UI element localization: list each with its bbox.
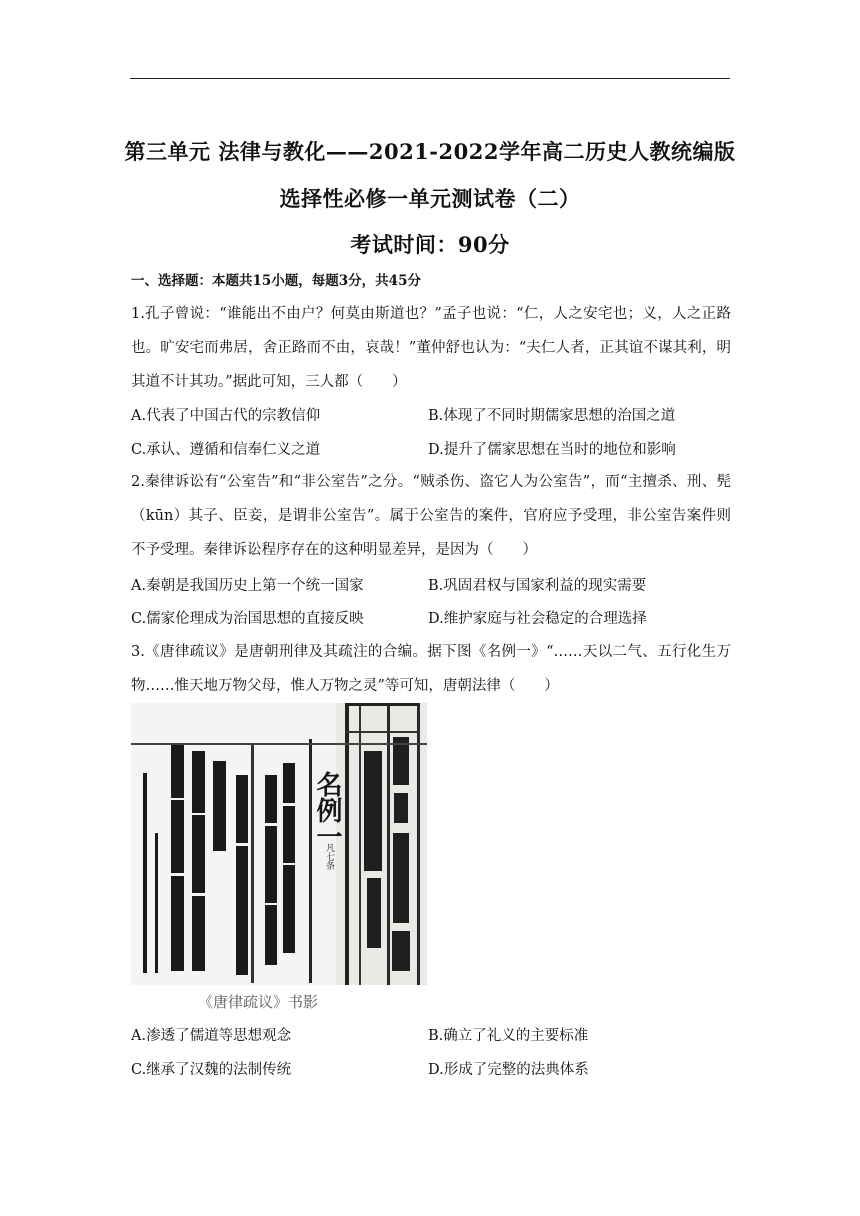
section-heading: 一、选择题：本题共15小题，每题3分，共45分 [131,273,421,289]
page-subtitle: 选择性必修一单元测试卷（二） [279,186,581,211]
q3-option-d: D.形成了完整的法典体系 [428,1062,589,1078]
page-title: 第三单元 法律与教化——2021-2022学年高二历史人教统编版 [124,139,736,164]
question-1-stem: 1.孔子曾说：“谁能出不由户？何莫由斯道也？”孟子也说：“仁，人之安宅也；义，人之正路也。旷安宅而弗居，舍正路而不由，哀哉！”董仲舒也认为：“夫仁人者，正其谊不谋其利，明其道不计其功。”据此可知，三人都（ ） [131,306,731,390]
scan-sub: 凡七条 [324,843,334,870]
q3-option-a: A.渗透了儒道等思想观念 [131,1028,292,1044]
q3-option-b: B.确立了礼义的主要标准 [428,1028,589,1044]
scan-heading: 名例一 [312,771,342,849]
q2-option-d: D.维护家庭与社会稳定的合理选择 [428,611,647,627]
q2-option-c: C.儒家伦理成为治国思想的直接反映 [131,611,364,627]
q2-option-b: B.巩固君权与国家利益的现实需要 [428,578,647,594]
exam-time: 考试时间：90分 [350,232,510,257]
q1-option-d: D.提升了儒家思想在当时的地位和影响 [428,442,676,458]
question-2-stem: 2.秦律诉讼有“公室告”和“非公室告”之分。“贼杀伤、盗它人为公室告”，而“主擅杀、刑、髡（kūn）其子、臣妾，是谓非公室告”。属于公室告的案件，官府应予受理，非公室告案件则不予受理。秦律诉讼程序存在的这种明显差异，是因为（ ） [131,474,731,558]
q1-option-c: C.承认、遵循和信奉仁义之道 [131,442,321,458]
figure-caption: 《唐律疏议》书影 [198,993,319,1011]
q1-option-b: B.体现了不同时期儒家思想的治国之道 [428,408,676,424]
book-scan-image [131,703,427,985]
q2-option-a: A.秦朝是我国历史上第一个统一国家 [131,578,364,594]
book-scan-graphic [131,703,427,985]
q3-option-c: C.继承了汉魏的法制传统 [131,1062,292,1078]
q1-option-a: A.代表了中国古代的宗教信仰 [131,408,321,424]
top-rule [130,78,730,79]
question-3-stem: 3.《唐律疏议》是唐朝刑律及其疏注的合编。据下图《名例一》“……天以二气、五行化生万物……惟天地万物父母，惟人万物之灵”等可知，唐朝法律（ ） [131,644,731,694]
